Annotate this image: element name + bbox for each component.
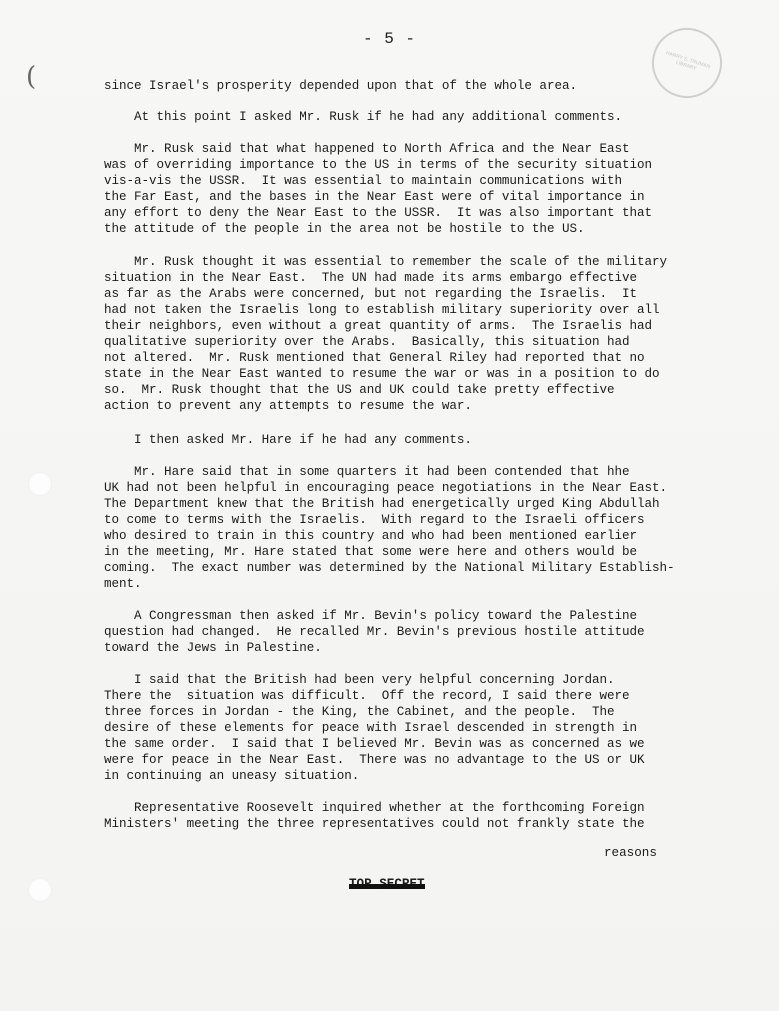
text-line: action to prevent any attempts to resume the war.: [104, 399, 472, 413]
text-line: the attitude of the people in the area not be hostile to the US.: [104, 222, 585, 236]
paragraph: [104, 78, 724, 94]
text-line: were for peace in the Near East. There was no advantage to the US or UK: [104, 753, 645, 767]
text-line: three forces in Jordan - the King, the Cabinet, and the people. The: [104, 705, 615, 719]
text-line: The Department knew that the British had energetically urged King Abdullah: [104, 497, 660, 511]
text-line: Ministers' meeting the three representatives could not frankly state the: [104, 817, 645, 831]
text-line: There the situation was difficult. Off the record, I said there were: [104, 689, 630, 703]
text-line: vis-a-vis the USSR. It was essential to maintain communications with: [104, 174, 623, 188]
catchword: reasons: [604, 846, 657, 860]
strikethrough: [349, 884, 425, 889]
text-line: desire of these elements for peace with Israel descended in strength in: [104, 721, 638, 735]
text-line: Representative Roosevelt inquired whether at the forthcoming Foreign: [104, 801, 645, 815]
text-line: in the meeting, Mr. Hare stated that some were here and others would be: [104, 545, 638, 559]
text-line: qualitative superiority over the Arabs. Basically, this situation had: [104, 335, 630, 349]
paragraph: [104, 254, 724, 414]
classification-marking: [349, 877, 425, 891]
text-line: not altered. Mr. Rusk mentioned that General Riley had reported that no: [104, 351, 645, 365]
margin-mark: (: [26, 62, 37, 92]
text-line: I then asked Mr. Hare if he had any comments.: [104, 433, 472, 447]
punch-hole: [28, 878, 52, 902]
text-line: the same order. I said that I believed Mr. Bevin was as concerned as we: [104, 737, 645, 751]
punch-hole: [28, 472, 52, 496]
text-line: coming. The exact number was determined by the National Military Establish-: [104, 561, 675, 575]
paragraph: [104, 464, 724, 592]
text-line: I said that the British had been very helpful concerning Jordan.: [104, 673, 615, 687]
page-number: - 5 -: [362, 30, 416, 48]
text-line: to come to terms with the Israelis. With regard to the Israeli officers: [104, 513, 645, 527]
text-line: so. Mr. Rusk thought that the US and UK could take pretty effective: [104, 383, 615, 397]
text-line: any effort to deny the Near East to the USSR. It was also important that: [104, 206, 653, 220]
text-line: At this point I asked Mr. Rusk if he had any additional comments.: [104, 110, 623, 124]
text-line: Mr. Rusk thought it was essential to remember the scale of the military: [104, 255, 668, 269]
paragraph: [104, 432, 724, 448]
text-line: in continuing an uneasy situation.: [104, 769, 360, 783]
archive-stamp: HARRY S. TRUMAN LIBRARY: [643, 19, 731, 107]
text-line: question had changed. He recalled Mr. Bevin's previous hostile attitude: [104, 625, 645, 639]
paragraph: [104, 800, 724, 832]
text-line: ment.: [104, 577, 142, 591]
text-line: toward the Jews in Palestine.: [104, 641, 322, 655]
text-line: their neighbors, even without a great quantity of arms. The Israelis had: [104, 319, 653, 333]
paragraph: [104, 109, 724, 125]
text-line: who desired to train in this country and who had been mentioned earlier: [104, 529, 638, 543]
text-line: Mr. Rusk said that what happened to North Africa and the Near East: [104, 142, 630, 156]
text-line: was of overriding importance to the US in terms of the security situation: [104, 158, 653, 172]
text-line: state in the Near East wanted to resume the war or was in a position to do: [104, 367, 660, 381]
text-line: the Far East, and the bases in the Near East were of vital importance in: [104, 190, 645, 204]
paragraph: [104, 608, 724, 656]
text-line: had not taken the Israelis long to establish military superiority over all: [104, 303, 660, 317]
text-line: A Congressman then asked if Mr. Bevin's policy toward the Palestine: [104, 609, 638, 623]
paragraph: [104, 141, 724, 237]
text-line: UK had not been helpful in encouraging peace negotiations in the Near East.: [104, 481, 668, 495]
text-line: Mr. Hare said that in some quarters it had been contended that hhe: [104, 465, 630, 479]
text-line: as far as the Arabs were concerned, but not regarding the Israelis. It: [104, 287, 638, 301]
paragraph: [104, 672, 724, 784]
text-line: since Israel's prosperity depended upon that of the whole area.: [104, 79, 577, 93]
text-line: situation in the Near East. The UN had made its arms embargo effective: [104, 271, 638, 285]
